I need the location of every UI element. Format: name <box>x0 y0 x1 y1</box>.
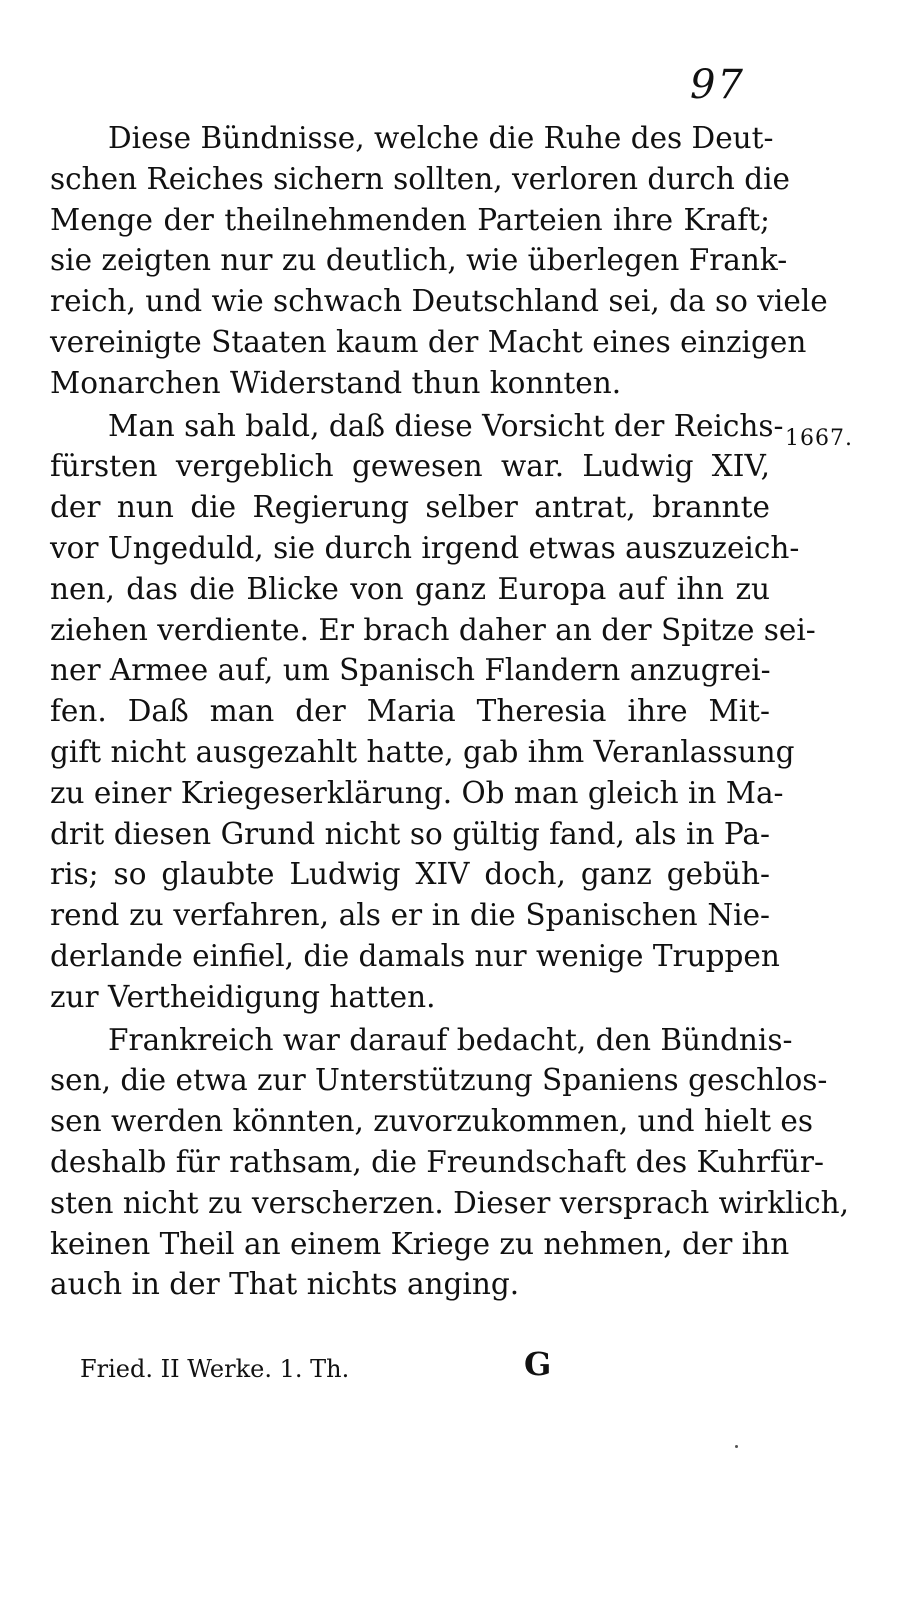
text-line: sie zeigten nur zu deutlich, wie überlegen Frank- <box>50 243 788 278</box>
text-line: Monarchen Widerstand thun konnten. <box>50 365 622 400</box>
signature-mark: G <box>524 1345 552 1383</box>
text-line: keinen Theil an einem Kriege zu nehmen, der ihn <box>50 1226 790 1261</box>
text-line: drit diesen Grund nicht so gültig fand, als in Pa- <box>50 816 770 851</box>
text-line: reich, und wie schwach Deutschland sei, da so viele <box>50 284 828 319</box>
text-line: Diese Bündnisse, welche die Ruhe des Deut- <box>108 121 774 155</box>
paragraph-2 <box>50 406 816 1018</box>
page-number: 97 <box>690 62 745 108</box>
text-line: rend zu verfahren, als er in die Spanischen Nie- <box>50 898 770 933</box>
text-line: sen, die etwa zur Unterstützung Spaniens geschlos- <box>50 1063 828 1098</box>
text-line: Menge der theilnehmenden Parteien ihre Kraft; <box>50 202 770 237</box>
text-line: nen, das die Blicke von ganz Europa auf ihn zu <box>50 571 770 606</box>
text-line: vereinigte Staaten kaum der Macht eines einzigen <box>50 324 807 359</box>
text-line: gift nicht ausgezahlt hatte, gab ihm Veranlassung <box>50 734 795 769</box>
text-line: schen Reiches sichern sollten, verloren durch die <box>50 161 790 196</box>
text-line: ziehen verdiente. Er brach daher an der Spitze sei- <box>50 612 816 647</box>
text-line: fürsten vergeblich gewesen war. Ludwig XIV, <box>50 449 770 484</box>
text-line: sen werden könnten, zuvorzukommen, und hielt es <box>50 1104 814 1139</box>
text-line: ner Armee auf, um Spanisch Flandern anzugrei- <box>50 653 771 688</box>
text-line: ris; so glaubte Ludwig XIV doch, ganz gebüh- <box>50 857 770 892</box>
text-line: fen. Daß man der Maria Theresia ihre Mit- <box>50 694 770 729</box>
text-line: zu einer Kriegeserklärung. Ob man gleich in Ma- <box>50 775 784 810</box>
paragraph-3 <box>50 1020 850 1306</box>
margin-note-year: 1667. <box>785 426 853 451</box>
footer-signature: Fried. II Werke. 1. Th. <box>80 1355 350 1383</box>
paragraph-1 <box>50 118 828 404</box>
text-line: deshalb für rathsam, die Freundschaft des Kuhrfür- <box>50 1144 824 1179</box>
text-line: auch in der That nichts anging. <box>50 1267 520 1302</box>
text-line: derlande einfiel, die damals nur wenige Truppen <box>50 938 780 973</box>
text-line: der nun die Regierung selber antrat, brannte <box>50 490 770 525</box>
text-line: vor Ungeduld, sie durch irgend etwas auszuzeich- <box>50 530 800 565</box>
text-line: Man sah bald, daß diese Vorsicht der Reichs- <box>108 408 784 443</box>
paper-speck <box>735 1445 738 1448</box>
text-line: Frankreich war darauf bedacht, den Bündnis- <box>108 1022 793 1057</box>
text-line: zur Vertheidigung hatten. <box>50 979 436 1014</box>
text-line: sten nicht zu verscherzen. Dieser versprach wirklich, <box>50 1185 850 1220</box>
